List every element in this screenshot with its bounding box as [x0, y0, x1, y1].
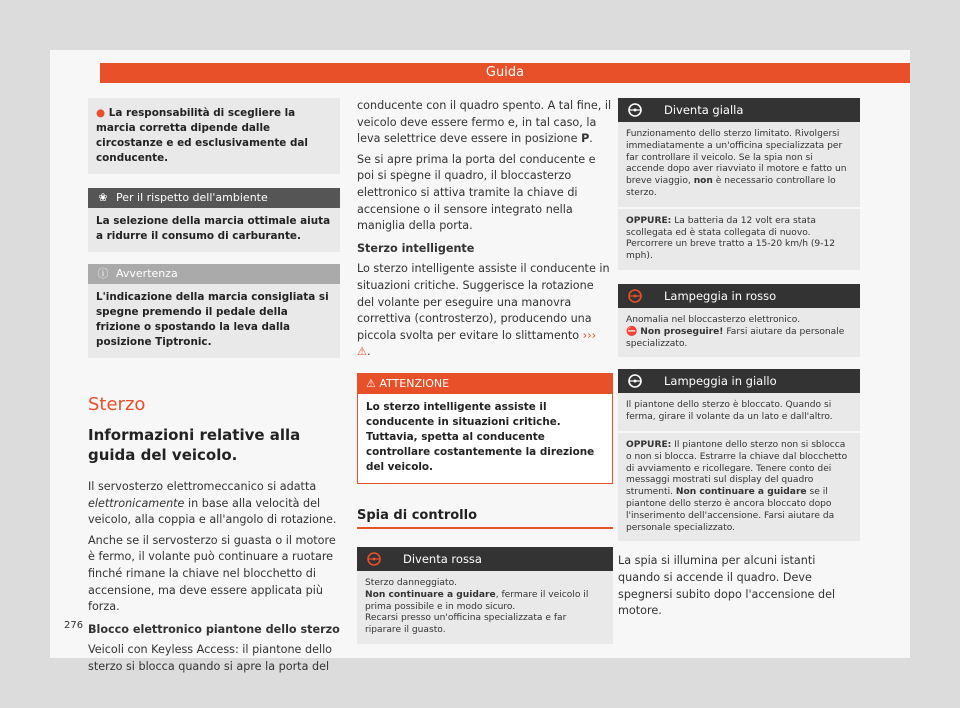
paragraph-servosterzo — [88, 479, 340, 529]
red-light-line3: Recarsi presso un'officina specializzata e far riparare il guasto. — [365, 613, 567, 636]
yellow-blink-p3: se il piantone dello sterzo è ancora bloccato dopo l'inserimento dell'accensione. Farsi aiutare da personale specializzato. — [626, 487, 835, 533]
crossref-arrow[interactable]: ››› — [582, 328, 597, 342]
steering-wheel-red-icon — [367, 552, 381, 566]
info-icon: ⓘ — [97, 267, 109, 280]
manual-page — [50, 50, 910, 673]
bullet-note-text: La responsabilità di scegliere la marcia corretta dipende dalle circostanze e ed esclusivamente dal conducente. — [96, 107, 308, 164]
steering-wheel-yellow-icon — [628, 103, 642, 117]
red-light-body — [357, 571, 613, 644]
red-light-title: Diventa rossa — [403, 551, 482, 566]
yellow-light-non: non — [693, 176, 713, 187]
warning-icon: ⚠ — [366, 376, 376, 390]
red-blink-body — [618, 308, 860, 357]
hint-box-header — [88, 264, 340, 284]
yellow-blink-bold: Non continuare a guidare — [675, 487, 807, 498]
bullet-icon: ● — [96, 107, 106, 119]
steering-wheel-red-blink-icon — [628, 289, 642, 303]
warning-triangle-icon: ⚠ — [357, 345, 368, 359]
paragraph-porta: Se si apre prima la porta del conducente e poi si spegne il quadro, il bloccasterzo elettronico si attiva tramite la chiave di accensione o il sensore integrato nella maniglia della porta. — [357, 152, 596, 233]
spia-section-title: Spia di controllo — [357, 508, 613, 529]
yellow-blink-box — [618, 369, 860, 541]
yellow-light-header — [618, 98, 860, 122]
warning-box-header — [358, 374, 612, 394]
red-light-line1: Sterzo danneggiato. — [365, 577, 457, 588]
section-subtitle: Informazioni relative alla guida del veicolo. — [88, 426, 301, 464]
red-blink-p2 — [626, 327, 852, 351]
environment-box-text: La selezione della marcia ottimale aiuta a ridurre il consumo di carburante. — [88, 208, 340, 252]
yellow-blink-oppure — [618, 433, 860, 541]
warning-box — [357, 373, 613, 484]
stop-icon: ⛔ — [626, 326, 638, 337]
column-right — [618, 98, 860, 620]
red-blink-header — [618, 284, 860, 308]
subhead-blocco: Blocco elettronico piantone dello sterzo — [88, 622, 340, 636]
chapter-header: Guida — [100, 63, 910, 83]
red-blink-p2-text: Farsi aiutare da personale specializzato. — [626, 326, 845, 349]
hint-box — [88, 264, 340, 358]
column-left — [88, 98, 340, 676]
yellow-light-oppure — [618, 209, 860, 270]
section-title: Sterzo — [88, 394, 146, 415]
paragraph-sterzo-intelligente: Lo sterzo intelligente assiste il conducente in situazioni critiche. Suggerisce la rotazione del volante per eseguire una manovra correttiva (controsterzo), producendo una piccola svolta per evitare lo slittamento ››› ⚠. — [357, 262, 610, 359]
yellow-blink-p2: Il piantone dello sterzo non si sblocca o non si blocca. Estrarre la chiave dal blocchetto di avviamento e ricollegare. Tenere conto dei messaggi mostrati sul display del quadro strumenti. — [626, 439, 848, 498]
gear-p: P — [581, 132, 590, 146]
environment-box-header — [88, 188, 340, 208]
para-text: Il servosterzo elettromeccanico si adatta — [88, 480, 317, 493]
paragraph-blocco: Veicoli con Keyless Access: il piantone dello sterzo si blocca quando si apre la porta del — [88, 643, 333, 673]
steering-wheel-yellow-blink-icon — [628, 374, 642, 388]
yellow-blink-body: Il piantone dello sterzo è bloccato. Quando si ferma, girare il volante da un lato e dall'altro. — [618, 393, 860, 431]
oppure-label: OPPURE: — [626, 439, 672, 450]
environment-box-title: Per il rispetto dell'ambiente — [116, 191, 268, 204]
warning-box-title: ATTENZIONE — [379, 376, 450, 390]
para-italic: elettronicamente — [88, 496, 185, 510]
red-blink-title: Lampeggia in rosso — [664, 288, 777, 303]
para-text: Lo sterzo intelligente assiste il conducente in situazioni critiche. Suggerisce la rotazione del volante per eseguire una manovra correttiva (controsterzo), producendo una piccola svolta per evitare lo slittamento — [357, 262, 610, 342]
red-light-line2 — [365, 590, 605, 614]
bullet-note-box — [88, 98, 340, 174]
oppure-label: OPPURE: — [626, 215, 672, 226]
column-middle — [357, 98, 613, 644]
paragraph-conducente: conducente con il quadro spento. A tal fine, il veicolo deve essere fermo e, in tal caso, la leva selettrice deve essere in posizione P. — [357, 99, 612, 146]
yellow-light-box — [618, 98, 860, 270]
environment-box — [88, 188, 340, 252]
red-light-line2-text: , fermare il veicolo il prima possibile e in modo sicuro. — [365, 589, 589, 612]
hint-box-title: Avvertenza — [116, 267, 178, 280]
yellow-blink-header — [618, 369, 860, 393]
page-number: 276 — [64, 620, 84, 631]
hint-box-text: L'indicazione della marcia consigliata si spegne premendo il pedale della frizione o spostando la leva dalla posizione Tiptronic. — [88, 284, 340, 358]
yellow-light-body — [618, 122, 860, 207]
red-blink-box — [618, 284, 860, 357]
red-blink-p1: Anomalia nel bloccasterzo elettronico. — [626, 314, 801, 325]
warning-box-text: Lo sterzo intelligente assiste il conducente in situazioni critiche. Tuttavia, spetta al conducente controllare costantemente la direzione del veicolo. — [366, 400, 595, 473]
yellow-blink-title: Lampeggia in giallo — [664, 374, 777, 389]
yellow-light-p1: Funzionamento dello sterzo limitato. Rivolgersi immediatamente a un'officina specializzata per far controllare il veicolo. Se la spia non si accende dopo aver riavviato il motore e fatto un breve viaggio, — [626, 129, 847, 187]
para-text: in base alla velocità del veicolo, alla coppia e all'angolo di rotazione. — [88, 496, 337, 527]
red-light-box — [357, 547, 613, 644]
subhead-sterzo-intelligente: Sterzo intelligente — [357, 241, 475, 255]
yellow-light-p2: La batteria da 12 volt era stata scollegata ed è stata collegata di nuovo. Percorrere un breve tratto a 15-20 km/h (9-12 mph). — [626, 215, 836, 262]
yellow-light-title: Diventa gialla — [664, 103, 744, 117]
para-text: conducente con il quadro spento. A tal fine, il veicolo deve essere fermo e, in tal caso, la leva selettrice deve essere in posizione — [357, 99, 612, 146]
red-blink-bold: Non proseguire! — [640, 326, 724, 337]
final-paragraph: La spia si illumina per alcuni istanti quando si accende il quadro. Deve spegnersi subito dopo l'accensione del motore. — [618, 554, 836, 618]
yellow-light-p1-end: è necessario controllare lo sterzo. — [626, 176, 836, 198]
paragraph-guasto: Anche se il servosterzo si guasta o il motore è fermo, il volante può continuare a ruotare finché rimane la chiave nel blocchetto di accensione, ma deve essere applicata più forza. — [88, 533, 336, 614]
flower-icon: ❀ — [98, 191, 108, 204]
red-light-header — [357, 547, 613, 571]
red-light-bold: Non continuare a guidare — [365, 589, 496, 600]
